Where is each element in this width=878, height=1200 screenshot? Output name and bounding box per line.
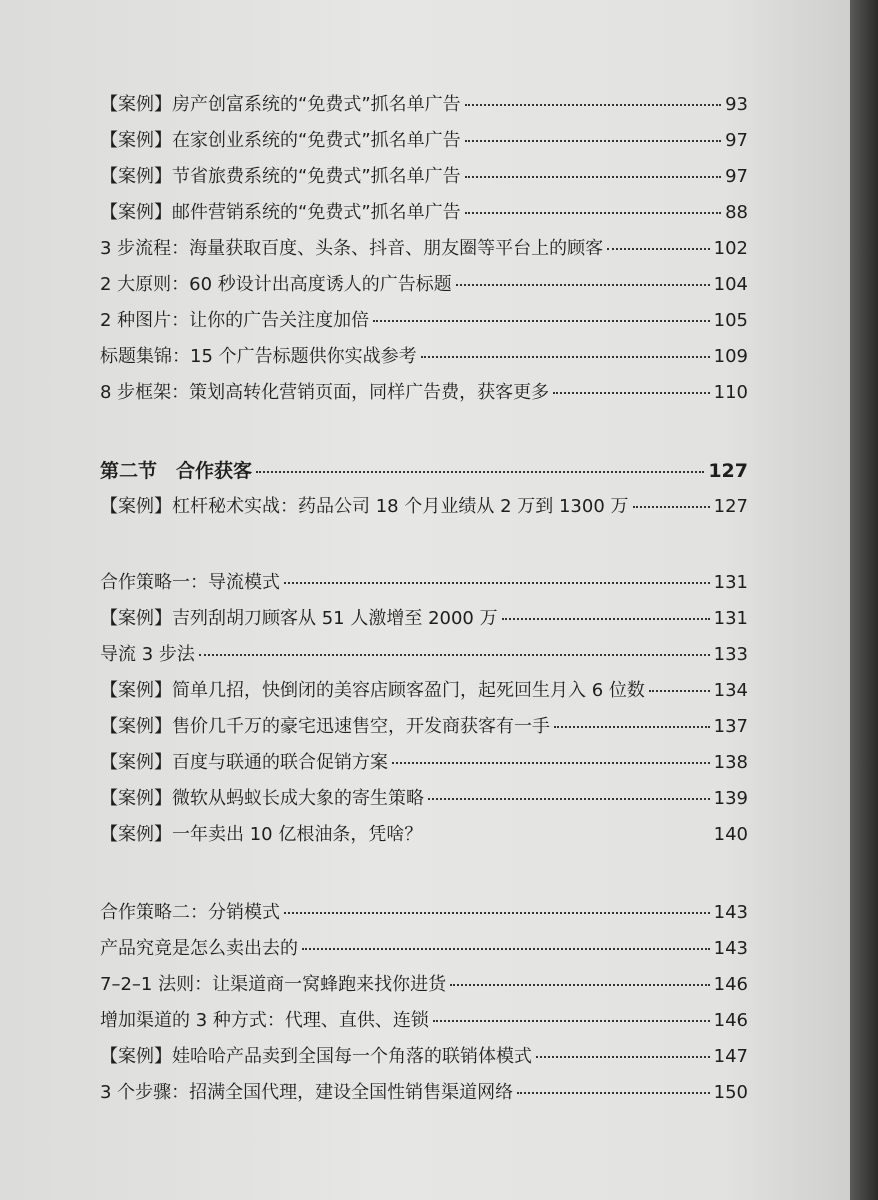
dot-leader (199, 654, 710, 656)
dot-leader (456, 284, 710, 286)
toc-entry-page: 97 (725, 130, 748, 151)
dot-leader (502, 618, 710, 620)
dot-leader (517, 1092, 709, 1094)
toc-entry-page: 146 (713, 974, 748, 995)
toc-entry (100, 90, 748, 116)
toc-entry-title: 【案例】售价几千万的豪宅迅速售空，开发商获客有一手 (100, 716, 550, 737)
toc-entry-title: 【案例】娃哈哈产品卖到全国每一个角落的联销体模式 (100, 1046, 532, 1067)
dot-leader (428, 798, 710, 800)
toc-entry-title: 导流 3 步法 (100, 644, 195, 665)
toc-entry-title: 8 步框架：策划高转化营销页面，同样广告费，获客更多 (100, 382, 550, 403)
dot-leader (465, 140, 721, 142)
dot-leader (421, 356, 710, 358)
toc-entry-page: 133 (713, 644, 748, 665)
toc-entry-page: 131 (713, 572, 748, 593)
toc-entry-page: 127 (713, 496, 748, 517)
toc-entry (100, 270, 748, 296)
toc-entry-page: 146 (713, 1010, 748, 1031)
toc-section-heading (100, 456, 748, 483)
toc-entry (100, 970, 748, 996)
toc-entry-title: 3 个步骤：招满全国代理，建设全国性销售渠道网络 (100, 1082, 514, 1103)
toc-entry (100, 748, 748, 774)
dot-leader (465, 176, 721, 178)
toc-entry-page: 134 (713, 680, 748, 701)
dot-leader (256, 471, 704, 473)
toc-entry (100, 640, 748, 666)
toc-entry (100, 1078, 748, 1104)
toc-entry-page: 143 (713, 902, 748, 923)
toc-entry-page: 143 (713, 938, 748, 959)
toc-entry-title: 【案例】一年卖出 10 亿根油条，凭啥？ (100, 824, 423, 845)
dot-leader (465, 104, 721, 106)
dot-leader (302, 948, 710, 950)
toc-entry-page: 140 (713, 824, 748, 845)
toc-entry (100, 1006, 748, 1032)
dot-leader (392, 762, 710, 764)
dot-leader (284, 912, 710, 914)
toc-entry-title: 2 种图片：让你的广告关注度加倍 (100, 310, 370, 331)
toc-entry (100, 342, 748, 368)
toc-entry-title: 合作策略二：分销模式 (100, 902, 280, 923)
toc-entry-page: 93 (725, 94, 748, 115)
toc-entry (100, 162, 748, 188)
toc-entry (100, 934, 748, 960)
toc-entry-page: 109 (713, 346, 748, 367)
toc-entry-title: 【案例】百度与联通的联合促销方案 (100, 752, 388, 773)
page-edge-shadow (850, 0, 878, 1200)
dot-leader (284, 582, 710, 584)
toc-entry-page: 102 (713, 238, 748, 259)
toc-entry-title: 【案例】简单几招，快倒闭的美容店顾客盈门，起死回生月入 6 位数 (100, 680, 645, 701)
toc-entry-title: 标题集锦：15 个广告标题供你实战参考 (100, 346, 417, 367)
toc-entry-page: 105 (713, 310, 748, 331)
toc-entry-title: 2 大原则：60 秒设计出高度诱人的广告标题 (100, 274, 452, 295)
toc-entry-title: 【案例】吉列刮胡刀顾客从 51 人激增至 2000 万 (100, 608, 498, 629)
toc-entry (100, 898, 748, 924)
dot-leader (607, 248, 709, 250)
dot-leader (553, 392, 709, 394)
toc-entry-title: 【案例】房产创富系统的“免费式”抓名单广告 (100, 94, 461, 115)
dot-leader (536, 1056, 710, 1058)
toc-entry-title: 【案例】邮件营销系统的“免费式”抓名单广告 (100, 202, 461, 223)
toc-entry-title: 【案例】微软从蚂蚁长成大象的寄生策略 (100, 788, 424, 809)
toc-entry-page: 104 (713, 274, 748, 295)
toc-entry (100, 604, 748, 630)
toc-entry (100, 568, 748, 594)
dot-leader (633, 506, 710, 508)
toc-entry (100, 234, 748, 260)
toc-entry-page: 139 (713, 788, 748, 809)
toc-entry-title: 【案例】节省旅费系统的“免费式”抓名单广告 (100, 166, 461, 187)
toc-entry-page: 97 (725, 166, 748, 187)
toc-entry-title: 【案例】在家创业系统的“免费式”抓名单广告 (100, 130, 461, 151)
toc-entry-title: 【案例】杠杆秘术实战：药品公司 18 个月业绩从 2 万到 1300 万 (100, 496, 629, 517)
toc-entry-title: 合作策略一：导流模式 (100, 572, 280, 593)
toc-entry (100, 378, 748, 404)
toc-entry-title: 3 步流程：海量获取百度、头条、抖音、朋友圈等平台上的顾客 (100, 238, 604, 259)
toc-entry (100, 712, 748, 738)
toc-entry-page: 127 (708, 460, 748, 482)
toc-entry-title: 增加渠道的 3 种方式：代理、直供、连锁 (100, 1010, 429, 1031)
toc-entry (100, 676, 748, 702)
toc-entry (100, 820, 748, 846)
toc-entry (100, 306, 748, 332)
toc-entry-title: 产品究竟是怎么卖出去的 (100, 938, 298, 959)
toc-entry-title: 7–2–1 法则：让渠道商一窝蜂跑来找你进货 (100, 974, 447, 995)
dot-leader (433, 1020, 710, 1022)
dot-leader (450, 984, 710, 986)
toc-entry (100, 1042, 748, 1068)
toc-entry-page: 137 (713, 716, 748, 737)
toc-entry-page: 88 (725, 202, 748, 223)
toc-entry (100, 126, 748, 152)
dot-leader (649, 690, 710, 692)
toc-entry-page: 131 (713, 608, 748, 629)
toc-entry-page: 138 (713, 752, 748, 773)
toc-entry (100, 784, 748, 810)
toc-entry-title: 第二节 合作获客 (100, 460, 253, 482)
toc-entry-page: 150 (713, 1082, 748, 1103)
dot-leader (373, 320, 709, 322)
toc-entry (100, 492, 748, 518)
dot-leader (465, 212, 721, 214)
toc-entry (100, 198, 748, 224)
toc-entry-page: 147 (713, 1046, 748, 1067)
toc-entry-page: 110 (713, 382, 748, 403)
dot-leader (554, 726, 710, 728)
